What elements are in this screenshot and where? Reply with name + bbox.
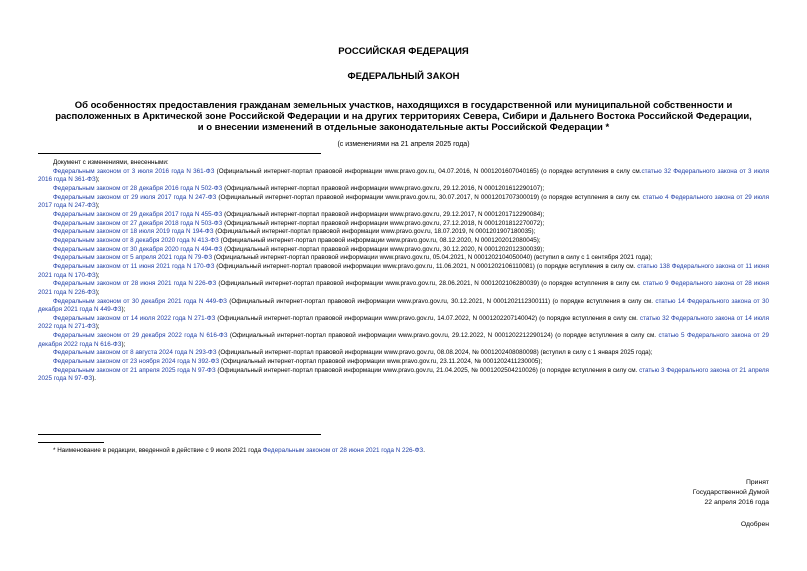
change-item bbox=[38, 168, 769, 185]
amending-law-link[interactable]: Федеральным законом от 27 декабря 2018 года N 503-ФЗ bbox=[53, 219, 223, 227]
footnote-rule bbox=[38, 442, 104, 443]
amending-law-link[interactable]: Федеральным законом от 3 июля 2016 года N 361-ФЗ bbox=[53, 167, 215, 175]
publication-details: (Официальный интернет-портал правовой информации www.pravo.gov.ru, 08.12.2020, N 0001202012080045); bbox=[218, 236, 541, 244]
publication-details: (Официальный интернет-портал правовой информации www.pravo.gov.ru, 30.07.2017, N 0001201707300019) (о порядке вступления в силу см. bbox=[216, 193, 643, 201]
amending-law-link[interactable]: Федеральным законом от 29 декабря 2022 года N 616-ФЗ bbox=[53, 332, 228, 340]
changes-intro: Документ с изменениями, внесенными: bbox=[53, 159, 169, 166]
change-item bbox=[38, 367, 769, 384]
item-end: ); bbox=[95, 323, 100, 331]
footnote-law-link[interactable]: Федеральным законом от 28 июня 2021 года N 226-ФЗ bbox=[262, 447, 424, 454]
amending-law-link[interactable]: Федеральным законом от 28 июня 2021 года N 226-ФЗ bbox=[53, 280, 217, 288]
publication-details: (Официальный интернет-портал правовой информации www.pravo.gov.ru, 30.12.2021, N 0001202112300111) (о порядке вступления в силу см. bbox=[226, 297, 656, 305]
change-item bbox=[38, 254, 769, 263]
amending-law-link[interactable]: Федеральным законом от 8 августа 2024 года N 293-ФЗ bbox=[53, 349, 217, 357]
doc-type-heading: ФЕДЕРАЛЬНЫЙ ЗАКОН bbox=[347, 71, 460, 82]
change-item bbox=[38, 298, 769, 315]
adopted-date: 22 апреля 2016 года bbox=[704, 499, 769, 506]
change-item bbox=[38, 211, 769, 220]
publication-details: (Официальный интернет-портал правовой информации www.pravo.gov.ru, 21.04.2025, № 0001202504210026) (о порядке вступления в силу см. bbox=[215, 366, 640, 374]
change-item bbox=[38, 349, 769, 358]
publication-details: (Официальный интернет-портал правовой информации www.pravo.gov.ru, 04.07.2016, N 0001201607040165) (о порядке вступления в силу см. bbox=[214, 167, 642, 175]
change-item bbox=[38, 332, 769, 349]
item-end: ); bbox=[121, 340, 126, 348]
publication-details: (Официальный интернет-портал правовой информации www.pravo.gov.ru, 05.04.2021, N 0001202104050040) (вступил в силу с 1 сентября 2021 года); bbox=[212, 254, 653, 262]
publication-details: (Официальный интернет-портал правовой информации www.pravo.gov.ru, 14.07.2022, N 0001202207140042) (о порядке вступления в силу см. bbox=[215, 314, 640, 322]
amending-law-link[interactable]: Федеральным законом от 23 ноября 2024 года N 392-ФЗ bbox=[53, 358, 220, 366]
footnote bbox=[38, 447, 769, 454]
change-item bbox=[38, 246, 769, 255]
publication-details: (Официальный интернет-портал правовой информации www.pravo.gov.ru, 29.12.2017, N 0001201712290084); bbox=[222, 210, 545, 218]
country-heading: РОССИЙСКАЯ ФЕДЕРАЦИЯ bbox=[338, 46, 469, 57]
article-link[interactable]: статью 4 Федерального закона от 29 июля 2017 года N 247-ФЗ bbox=[38, 193, 769, 210]
item-end: ); bbox=[95, 288, 100, 296]
amending-law-link[interactable]: Федеральным законом от 18 июля 2019 года N 194-ФЗ bbox=[53, 228, 214, 236]
item-end: ). bbox=[92, 375, 97, 383]
change-item bbox=[38, 315, 769, 332]
amending-law-link[interactable]: Федеральным законом от 30 декабря 2021 года N 449-ФЗ bbox=[53, 297, 227, 305]
publication-details: (Официальный интернет-портал правовой информации www.pravo.gov.ru, 23.11.2024, № 0001202411230005); bbox=[219, 358, 543, 366]
footnote-text: * Наименование в редакции, введенной в действие с 9 июля 2021 года bbox=[53, 447, 263, 454]
publication-details: (Официальный интернет-портал правовой информации www.pravo.gov.ru, 11.06.2021, N 0001202106110081) (о порядке вступления в силу см. bbox=[214, 262, 638, 270]
amending-law-link[interactable]: Федеральным законом от 29 декабря 2017 года N 455-ФЗ bbox=[53, 210, 223, 218]
amending-law-link[interactable]: Федеральным законом от 28 декабря 2016 года N 502-ФЗ bbox=[53, 184, 223, 192]
approved-label: Одобрен bbox=[740, 521, 769, 528]
amending-law-link[interactable]: Федеральным законом от 30 декабря 2020 года N 494-ФЗ bbox=[53, 245, 223, 253]
article-link[interactable]: статью 3 Федерального закона от 21 апреля 2025 года N 97-ФЗ bbox=[38, 366, 769, 383]
edition-note: (с изменениями на 21 апреля 2025 года) bbox=[337, 141, 470, 148]
adopted-label: Принят bbox=[745, 479, 769, 486]
change-item bbox=[38, 228, 769, 237]
change-item bbox=[38, 220, 769, 229]
article-link[interactable]: статью 9 Федерального закона от 28 июня 2021 года N 226-ФЗ bbox=[38, 280, 770, 296]
amending-law-link[interactable]: Федеральным законом от 14 июля 2022 года N 271-ФЗ bbox=[53, 314, 216, 322]
publication-details: (Официальный интернет-портал правовой информации www.pravo.gov.ru, 08.08.2024, № 0001202408080098) (вступил в силу с 1 января 2025 года); bbox=[216, 349, 653, 357]
law-title: Об особенностях предоставления гражданам земельных участков, находящихся в государственной или муниципальной собственности и расположенных в Арктической зоне Российской Федерации и на других территориях Севера, Сибири и Дальнего Востока Российской Федерации, и о внесении изменений в отдельные законодательные акты Российской Федерации * bbox=[55, 100, 752, 133]
adoption-block bbox=[693, 478, 769, 508]
amending-law-link[interactable]: Федеральным законом от 5 апреля 2021 года N 79-ФЗ bbox=[53, 254, 213, 262]
adopted-by: Государственной Думой bbox=[692, 489, 769, 496]
change-item bbox=[38, 358, 769, 367]
article-link[interactable]: статью 138 Федерального закона от 11 июня 2021 года N 170-ФЗ bbox=[38, 262, 769, 279]
publication-details: (Официальный интернет-портал правовой информации www.pravo.gov.ru, 18.07.2019, N 0001201907180035); bbox=[213, 228, 536, 236]
change-item bbox=[38, 194, 769, 211]
change-item bbox=[38, 263, 769, 280]
item-end: ); bbox=[95, 271, 100, 279]
changes-list bbox=[38, 159, 769, 384]
footnote-end: . bbox=[423, 447, 425, 454]
changes-top-rule bbox=[38, 153, 321, 154]
article-link[interactable]: статью 14 Федерального закона от 30 декабря 2021 года N 449-ФЗ bbox=[38, 297, 770, 314]
publication-details: (Официальный интернет-портал правовой информации www.pravo.gov.ru, 29.12.2022, N 0001202212290124) (о порядке вступления в силу см. bbox=[227, 332, 659, 340]
changes-bottom-rule bbox=[38, 434, 321, 435]
item-end: ); bbox=[95, 202, 100, 210]
amending-law-link[interactable]: Федеральным законом от 29 июля 2017 года N 247-ФЗ bbox=[53, 193, 217, 201]
amending-law-link[interactable]: Федеральным законом от 21 апреля 2025 года N 97-ФЗ bbox=[53, 366, 216, 374]
article-link[interactable]: статью 32 Федерального закона от 3 июля 2016 года N 361-ФЗ bbox=[38, 167, 769, 184]
publication-details: (Официальный интернет-портал правовой информации www.pravo.gov.ru, 29.12.2016, N 0001201612290107); bbox=[222, 184, 545, 192]
item-end: ); bbox=[95, 176, 100, 184]
change-item bbox=[38, 237, 769, 246]
article-link[interactable]: статью 32 Федерального закона от 14 июля 2022 года N 271-ФЗ bbox=[38, 314, 770, 331]
change-item bbox=[38, 185, 769, 194]
article-link[interactable]: статью 5 Федерального закона от 29 декабря 2022 года N 616-ФЗ bbox=[38, 332, 770, 348]
item-end: ); bbox=[121, 306, 126, 314]
publication-details: (Официальный интернет-портал правовой информации www.pravo.gov.ru, 27.12.2018, N 0001201812270072); bbox=[222, 219, 545, 227]
change-item bbox=[38, 280, 769, 297]
amending-law-link[interactable]: Федеральным законом от 11 июня 2021 года N 170-ФЗ bbox=[53, 262, 215, 270]
publication-details: (Официальный интернет-портал правовой информации www.pravo.gov.ru, 30.12.2020, N 0001202012300039); bbox=[222, 245, 545, 253]
amending-law-link[interactable]: Федеральным законом от 8 декабря 2020 года N 413-ФЗ bbox=[53, 236, 219, 244]
publication-details: (Официальный интернет-портал правовой информации www.pravo.gov.ru, 28.06.2021, N 0001202106280039) (о порядке вступления в силу см. bbox=[216, 280, 643, 288]
